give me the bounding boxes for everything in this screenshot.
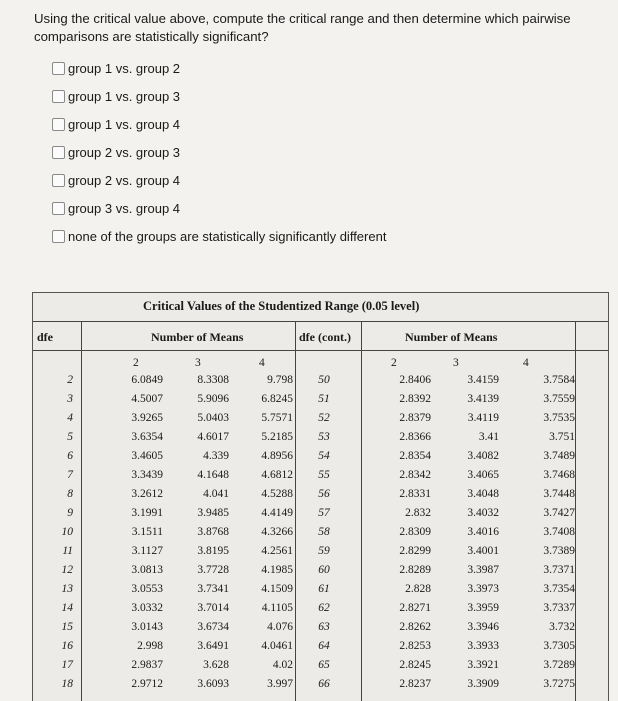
table-cell: 3.7427 [543, 507, 575, 519]
table-cell: 3.7728 [197, 564, 229, 576]
dfe-cont-cell: 50 [318, 374, 330, 386]
table-cell: 3.4016 [467, 526, 499, 538]
table-cell: 2.8366 [399, 431, 431, 443]
table-cell: 4.5007 [131, 393, 163, 405]
dfe-cell: 11 [62, 545, 73, 557]
table-cell: 3.7371 [543, 564, 575, 576]
table-cell: 3.1991 [131, 507, 163, 519]
answer-option[interactable] [52, 138, 386, 166]
table-cell: 3.751 [549, 431, 575, 443]
table-cell: 3.2612 [131, 488, 163, 500]
table-cell: 3.4065 [467, 469, 499, 481]
table-cell: 2.828 [405, 583, 431, 595]
table-cell: 2.8331 [399, 488, 431, 500]
table-cell: 3.8195 [197, 545, 229, 557]
table-cell: 3.6491 [197, 640, 229, 652]
table-cell: 3.0332 [131, 602, 163, 614]
table-cell: 4.339 [203, 450, 229, 462]
table-cell: 3.7014 [197, 602, 229, 614]
dfe-cont-cell: 51 [318, 393, 330, 405]
table-cell: 3.3909 [467, 678, 499, 690]
col-head-left: 3 [195, 357, 201, 369]
answer-option-label: group 3 vs. group 4 [68, 200, 181, 216]
table-cell: 3.7275 [543, 678, 575, 690]
table-cell: 2.8406 [399, 374, 431, 386]
dfe-cont-cell: 63 [318, 621, 330, 633]
table-cell: 3.3987 [467, 564, 499, 576]
dfe-cont-cell: 56 [318, 488, 330, 500]
table-cell: 3.3921 [467, 659, 499, 671]
table-cell: 4.041 [203, 488, 229, 500]
col-head-right: 3 [453, 357, 459, 369]
col-head-right: 4 [523, 357, 529, 369]
table-cell: 3.4139 [467, 393, 499, 405]
table-cell: 5.2185 [261, 431, 293, 443]
table-cell: 3.0553 [131, 583, 163, 595]
answer-option-label: group 1 vs. group 4 [68, 116, 181, 132]
table-cell: 3.9265 [131, 412, 163, 424]
table-cell: 3.9485 [197, 507, 229, 519]
table-cell: 4.5288 [261, 488, 293, 500]
dfe-cell: 8 [67, 488, 73, 500]
table-cell: 3.6354 [131, 431, 163, 443]
table-cell: 3.7354 [543, 583, 575, 595]
table-cell: 2.8379 [399, 412, 431, 424]
dfe-cont-cell: 59 [318, 545, 330, 557]
table-cell: 3.4048 [467, 488, 499, 500]
table-cell: 2.8262 [399, 621, 431, 633]
dfe-header: dfe [37, 330, 53, 344]
number-of-means-header-right: Number of Means [405, 330, 498, 344]
checkbox-icon[interactable] [52, 62, 65, 75]
table-cell: 3.7535 [543, 412, 575, 424]
table-cell: 2.8342 [399, 469, 431, 481]
dfe-cell: 9 [67, 507, 73, 519]
table-cell: 3.8768 [197, 526, 229, 538]
dfe-cell: 15 [61, 621, 73, 633]
table-cell: 2.8354 [399, 450, 431, 462]
table-cell: 4.3266 [261, 526, 293, 538]
table-cell: 2.9837 [131, 659, 163, 671]
table-cell: 3.7389 [543, 545, 575, 557]
table-cell: 5.7571 [261, 412, 293, 424]
answer-option-label: group 2 vs. group 4 [68, 172, 181, 188]
table-cell: 3.732 [549, 621, 575, 633]
dfe-cont-cell: 64 [318, 640, 330, 652]
dfe-cell: 12 [61, 564, 73, 576]
table-cell: 9.798 [267, 374, 293, 386]
table-cell: 3.7559 [543, 393, 575, 405]
checkbox-icon[interactable] [52, 90, 65, 103]
dfe-cell: 2 [67, 374, 73, 386]
checkbox-icon[interactable] [52, 118, 65, 131]
table-cell: 5.9096 [197, 393, 229, 405]
table-cell: 8.3308 [197, 374, 229, 386]
dfe-cont-cell: 65 [318, 659, 330, 671]
table-title: Critical Values of the Studentized Range (0.05 level) [143, 299, 420, 313]
table-cell: 3.4001 [467, 545, 499, 557]
dfe-cont-cell: 53 [318, 431, 330, 443]
table-cell: 2.9712 [131, 678, 163, 690]
dfe-cont-cell: 60 [318, 564, 330, 576]
dfe-cell: 18 [61, 678, 73, 690]
table-cell: 3.41 [478, 431, 499, 443]
dfe-cont-cell: 52 [318, 412, 330, 424]
answer-option[interactable] [52, 222, 386, 250]
table-cell: 3.3959 [467, 602, 499, 614]
table-cell: 2.832 [405, 507, 431, 519]
answer-option-label: group 1 vs. group 2 [68, 60, 181, 76]
dfe-cell: 6 [67, 450, 73, 462]
table-cell: 2.8253 [399, 640, 431, 652]
table-cell: 4.6017 [197, 431, 229, 443]
checkbox-icon[interactable] [52, 202, 65, 215]
dfe-cell: 4 [67, 412, 73, 424]
answer-option[interactable] [52, 82, 386, 110]
table-cell: 3.7408 [543, 526, 575, 538]
table-cell: 3.4082 [467, 450, 499, 462]
table-cell: 3.628 [203, 659, 229, 671]
dfe-cell: 13 [61, 583, 73, 595]
table-cell: 2.8392 [399, 393, 431, 405]
table-cell: 2.8309 [399, 526, 431, 538]
answer-option[interactable] [52, 166, 386, 194]
number-of-means-header-left: Number of Means [151, 330, 244, 344]
studentized-range-table [32, 292, 609, 701]
dfe-cell: 10 [61, 526, 73, 538]
table-cell: 4.1648 [197, 469, 229, 481]
checkbox-icon[interactable] [52, 146, 65, 159]
dfe-cell: 7 [67, 469, 73, 481]
dfe-cont-cell: 66 [318, 678, 330, 690]
col-head-left: 2 [133, 357, 139, 369]
table-cell: 4.6812 [261, 469, 293, 481]
table-cell: 2.8271 [399, 602, 431, 614]
answer-option[interactable] [52, 54, 386, 82]
table-cell: 2.8237 [399, 678, 431, 690]
table-cell: 6.0849 [131, 374, 163, 386]
table-cell: 3.4032 [467, 507, 499, 519]
dfe-cell: 17 [61, 659, 73, 671]
table-cell: 3.6734 [197, 621, 229, 633]
table-cell: 3.7341 [197, 583, 229, 595]
table-cell: 2.8245 [399, 659, 431, 671]
table-cell: 4.2561 [261, 545, 293, 557]
table-cell: 3.997 [267, 678, 293, 690]
table-cell: 4.1105 [261, 602, 293, 614]
checkbox-icon[interactable] [52, 174, 65, 187]
dfe-cont-cell: 57 [318, 507, 330, 519]
table-cell: 2.8289 [399, 564, 431, 576]
answer-option-label: group 2 vs. group 3 [68, 144, 181, 160]
answer-option-label: group 1 vs. group 3 [68, 88, 181, 104]
table-cell: 2.8299 [399, 545, 431, 557]
table-cell: 3.0813 [131, 564, 163, 576]
dfe-cont-cell: 58 [318, 526, 330, 538]
table-cell: 3.4119 [467, 412, 499, 424]
table-cell: 3.4159 [467, 374, 499, 386]
table-header-row [33, 321, 608, 351]
dfe-cont-header: dfe (cont.) [299, 330, 351, 344]
dfe-cont-cell: 61 [318, 583, 330, 595]
table-cell: 3.0143 [131, 621, 163, 633]
table-cell: 3.6093 [197, 678, 229, 690]
checkbox-icon[interactable] [52, 230, 65, 243]
dfe-cell: 5 [67, 431, 73, 443]
table-cell: 4.0461 [261, 640, 293, 652]
table-cell: 3.1511 [131, 526, 163, 538]
table-cell: 3.7448 [543, 488, 575, 500]
col-head-right: 2 [391, 357, 397, 369]
table-cell: 3.3946 [467, 621, 499, 633]
table-cell: 5.0403 [197, 412, 229, 424]
table-cell: 2.998 [137, 640, 163, 652]
dfe-cell: 16 [61, 640, 73, 652]
table-cell: 3.7305 [543, 640, 575, 652]
table-cell: 3.7489 [543, 450, 575, 462]
answer-option-label: none of the groups are statistically significantly different [68, 228, 387, 244]
table-cell: 3.7289 [543, 659, 575, 671]
table-cell: 4.02 [272, 659, 293, 671]
dfe-cell: 14 [61, 602, 73, 614]
answer-options [52, 54, 386, 250]
table-cell: 6.8245 [261, 393, 293, 405]
col-head-left: 4 [259, 357, 265, 369]
table-cell: 3.7584 [543, 374, 575, 386]
answer-option[interactable] [52, 194, 386, 222]
dfe-cont-cell: 54 [318, 450, 330, 462]
table-cell: 3.3439 [131, 469, 163, 481]
table-cell: 3.7468 [543, 469, 575, 481]
answer-option[interactable] [52, 110, 386, 138]
table-cell: 3.1127 [131, 545, 163, 557]
table-cell: 4.4149 [261, 507, 293, 519]
dfe-cell: 3 [67, 393, 73, 405]
table-cell: 4.1509 [261, 583, 293, 595]
dfe-cont-cell: 62 [318, 602, 330, 614]
question-text: Using the critical value above, compute the critical range and then determine which pairwise comparisons are statistically significant? [34, 11, 571, 44]
table-cell: 3.3933 [467, 640, 499, 652]
table-cell: 4.1985 [261, 564, 293, 576]
dfe-cont-cell: 55 [318, 469, 330, 481]
table-cell: 3.3973 [467, 583, 499, 595]
table-cell: 3.4605 [131, 450, 163, 462]
table-cell: 4.8956 [261, 450, 293, 462]
table-cell: 4.076 [267, 621, 293, 633]
table-cell: 3.7337 [543, 602, 575, 614]
table-body [33, 355, 608, 695]
